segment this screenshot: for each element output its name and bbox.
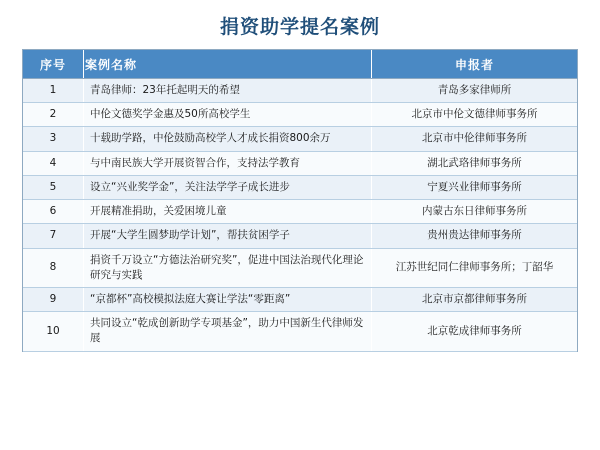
cell-no: 10 — [23, 312, 84, 351]
cell-no: 7 — [23, 224, 84, 248]
cell-no: 2 — [23, 103, 84, 127]
table-row — [23, 248, 577, 287]
cell-case-name: “京都杯”高校模拟法庭大赛让学法“零距离” — [84, 287, 372, 311]
cell-case-name: 共同设立“乾成创新助学专项基金”，助力中国新生代律师发展 — [84, 312, 372, 351]
cases-table — [23, 50, 577, 352]
cell-applicant: 湖北武珞律师事务所 — [372, 151, 578, 175]
cell-no: 8 — [23, 248, 84, 287]
cell-case-name: 捐资千万设立“方德法治研究奖”，促进中国法治现代化理论研究与实践 — [84, 248, 372, 287]
cell-applicant: 贵州贵达律师事务所 — [372, 224, 578, 248]
cell-no: 6 — [23, 200, 84, 224]
cell-applicant: 北京乾成律师事务所 — [372, 312, 578, 351]
table-row — [23, 200, 577, 224]
cell-applicant: 内蒙古东日律师事务所 — [372, 200, 578, 224]
cell-case-name: 开展精准捐助，关爱困境儿童 — [84, 200, 372, 224]
table-row — [23, 103, 577, 127]
table-row — [23, 224, 577, 248]
table-header-row — [23, 50, 577, 79]
cell-applicant: 北京市中伦文德律师事务所 — [372, 103, 578, 127]
table-row — [23, 175, 577, 199]
cell-applicant: 北京市京都律师事务所 — [372, 287, 578, 311]
cell-case-name: 开展“大学生圆梦助学计划”，帮扶贫困学子 — [84, 224, 372, 248]
cell-applicant: 宁夏兴业律师事务所 — [372, 175, 578, 199]
cell-case-name: 与中南民族大学开展资智合作，支持法学教育 — [84, 151, 372, 175]
cell-case-name: 中伦文德奖学金惠及50所高校学生 — [84, 103, 372, 127]
cell-no: 5 — [23, 175, 84, 199]
cell-case-name: 设立“兴业奖学金”，关注法学学子成长进步 — [84, 175, 372, 199]
table-row — [23, 127, 577, 151]
page-title: 捐资助学提名案例 — [219, 16, 380, 38]
table-row — [23, 151, 577, 175]
table-row — [23, 79, 577, 103]
column-header-applicant: 申报者 — [372, 50, 578, 79]
column-header-no: 序号 — [23, 50, 84, 79]
cell-applicant: 北京市中伦律师事务所 — [372, 127, 578, 151]
table-header — [23, 50, 577, 79]
cell-no: 1 — [23, 79, 84, 103]
cell-no: 9 — [23, 287, 84, 311]
table-body — [23, 79, 577, 352]
cell-applicant: 江苏世纪同仁律师事务所；丁韶华 — [372, 248, 578, 287]
cell-case-name: 青岛律师：23年托起明天的希望 — [84, 79, 372, 103]
table-row — [23, 312, 577, 351]
cell-no: 4 — [23, 151, 84, 175]
cell-applicant: 青岛多家律师所 — [372, 79, 578, 103]
cases-table-container — [22, 49, 578, 352]
column-header-case-name: 案例名称 — [84, 50, 372, 79]
table-row — [23, 287, 577, 311]
cell-no: 3 — [23, 127, 84, 151]
cell-case-name: 十载助学路，中伦鼓励高校学人才成长捐资800余万 — [84, 127, 372, 151]
